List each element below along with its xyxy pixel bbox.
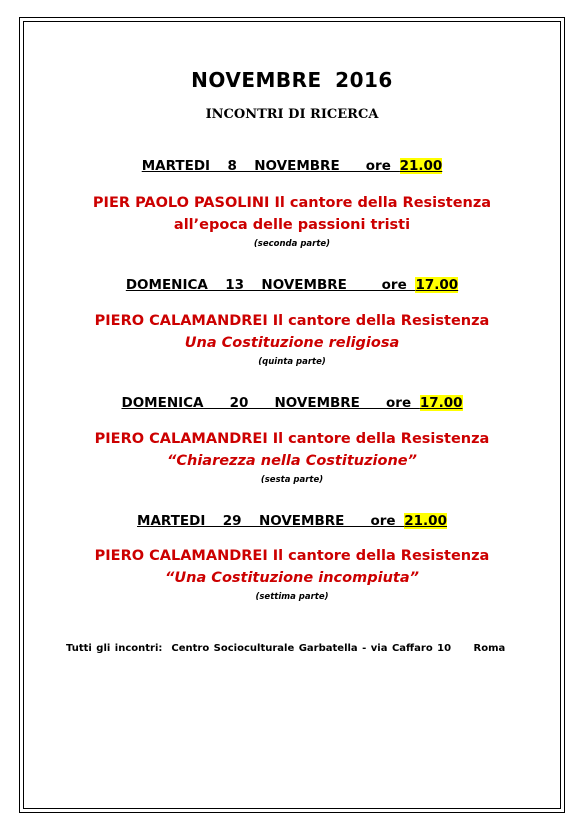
event-subtitle-4: “Una Costituzione incompiuta” [165, 570, 419, 586]
event-title-2: PIERO CALAMANDREI Il cantore della Resistenza [94, 313, 490, 329]
page-subtitle: INCONTRI DI RICERCA [205, 107, 379, 122]
event-part-4: (settima parte) [255, 592, 329, 602]
page-border-inner [23, 21, 561, 809]
event-date-2 [0, 277, 584, 293]
event-subtitle-3: “Chiarezza nella Costituzione” [167, 453, 417, 469]
event-date-text: DOMENICA 13 NOVEMBRE ore [125, 277, 416, 293]
event-date-text: MARTEDI 29 NOVEMBRE ore [137, 513, 405, 529]
event-part-3: (sesta parte) [260, 475, 324, 485]
event-time-highlight: 21.00 [399, 158, 443, 174]
event-subtitle-1: all’epoca delle passioni tristi [173, 217, 411, 233]
footer-location [66, 643, 505, 654]
event-part-1: (seconda parte) [253, 239, 331, 249]
event-part-2: (quinta parte) [258, 357, 326, 367]
event-date-text: MARTEDI 8 NOVEMBRE ore [141, 158, 400, 174]
event-title-3: PIERO CALAMANDREI Il cantore della Resistenza [94, 431, 490, 447]
event-title-4: PIERO CALAMANDREI Il cantore della Resistenza [94, 548, 490, 564]
footer-text: Tutti gli incontri: Centro Socioculturale Garbatella - via Caffaro 10 Roma [66, 643, 506, 654]
event-time-highlight: 17.00 [415, 277, 459, 293]
event-time-highlight: 21.00 [404, 513, 447, 529]
event-date-1 [0, 158, 584, 174]
event-subtitle-2: Una Costituzione religiosa [184, 335, 400, 351]
event-time-highlight: 17.00 [419, 395, 463, 411]
event-date-3 [0, 395, 584, 411]
event-date-text: DOMENICA 20 NOVEMBRE ore [121, 395, 420, 411]
event-date-4 [0, 513, 584, 529]
event-title-1: PIER PAOLO PASOLINI Il cantore della Resistenza [92, 195, 492, 211]
page-title: NOVEMBRE 2016 [191, 68, 393, 92]
